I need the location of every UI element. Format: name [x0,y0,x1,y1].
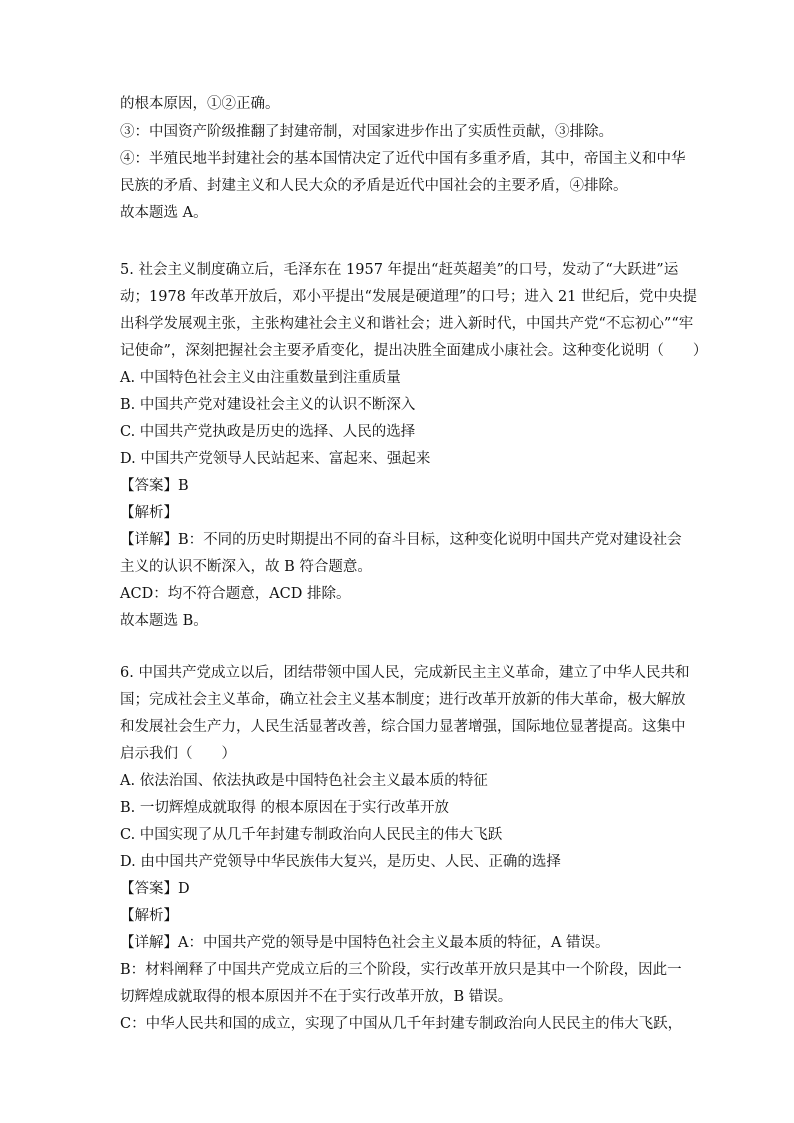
option-a: A. 中国特色社会主义由注重数量到注重质量 [120,370,401,386]
text-line: 的根本原因，①②正确。 [120,96,280,112]
question-5-line: 5. 社会主义制度确立后，毛泽东在 1957 年提出“赶英超美”的口号，发动了“大跃进”运 [120,262,679,278]
option-b: B. 中国共产党对建设社会主义的认识不断深入 [120,397,416,413]
text-line: 故本题选 A。 [120,205,208,221]
analysis-label: 【解析】 [120,505,178,521]
answer-label: 【答案】D [120,881,190,897]
detail-line: 【详解】A：中国共产党的领导是中国特色社会主义最本质的特征，A 错误。 [120,935,610,951]
question-5-line: 动；1978 年改革开放后，邓小平提出“发展是硬道理”的口号；进入 21 世纪后，党中央提 [120,289,698,305]
detail-line: C：中华人民共和国的成立，实现了中国从几千年封建专制政治向人民民主的伟大飞跃， [120,1016,683,1032]
detail-line: ACD：均不符合题意，ACD 排除。 [120,586,351,602]
detail-line: 故本题选 B。 [120,613,208,629]
option-b: B. 一切辉煌成就取得 的根本原因在于实行改革开放 [120,800,449,816]
text-line: ③：中国资产阶级推翻了封建帝制，对国家进步作出了实质性贡献，③排除。 [120,124,613,140]
question-6-line: 启示我们（ ） [120,746,236,762]
option-d: D. 中国共产党领导人民站起来、富起来、强起来 [120,451,431,467]
question-5-line: 记使命”，深刻把握社会主要矛盾变化，提出决胜全面建成小康社会。这种变化说明（ ） [120,343,708,359]
question-5-line: 出科学发展观主张，主张构建社会主义和谐社会；进入新时代，中国共产党“不忘初心”“牢 [120,316,694,332]
question-6-line: 6. 中国共产党成立以后，团结带领中国人民，完成新民主主义革命，建立了中华人民共和 [120,665,690,681]
option-a: A. 依法治国、依法执政是中国特色社会主义最本质的特征 [120,773,488,789]
option-d: D. 由中国共产党领导中华民族伟大复兴，是历史、人民、正确的选择 [120,854,561,870]
text-line: ④：半殖民地半封建社会的基本国情决定了近代中国有多重矛盾，其中，帝国主义和中华 [120,151,686,167]
detail-line: 【详解】B：不同的历史时期提出不同的奋斗目标，这种变化说明中国共产党对建设社会 [120,532,682,548]
text-line: 民族的矛盾、封建主义和人民大众的矛盾是近代中国社会的主要矛盾，④排除。 [120,178,628,194]
detail-line: 主义的认识不断深入，故 B 符合题意。 [120,559,372,575]
option-c: C. 中国实现了从几千年封建专制政治向人民民主的伟大飞跃 [120,827,503,843]
answer-label: 【答案】B [120,478,189,494]
question-6-line: 国；完成社会主义革命，确立社会主义基本制度；进行改革开放新的伟大革命，极大解放 [120,692,686,708]
detail-line: 切辉煌成就取得的根本原因并不在于实行改革开放，B 错误。 [120,989,513,1005]
question-6-line: 和发展社会生产力，人民生活显著改善，综合国力显著增强，国际地位显著提高。这集中 [120,719,686,735]
option-c: C. 中国共产党执政是历史的选择、人民的选择 [120,424,416,440]
detail-line: B：材料阐释了中国共产党成立后的三个阶段，实行改革开放只是其中一个阶段，因此一 [120,962,682,978]
analysis-label: 【解析】 [120,908,178,924]
